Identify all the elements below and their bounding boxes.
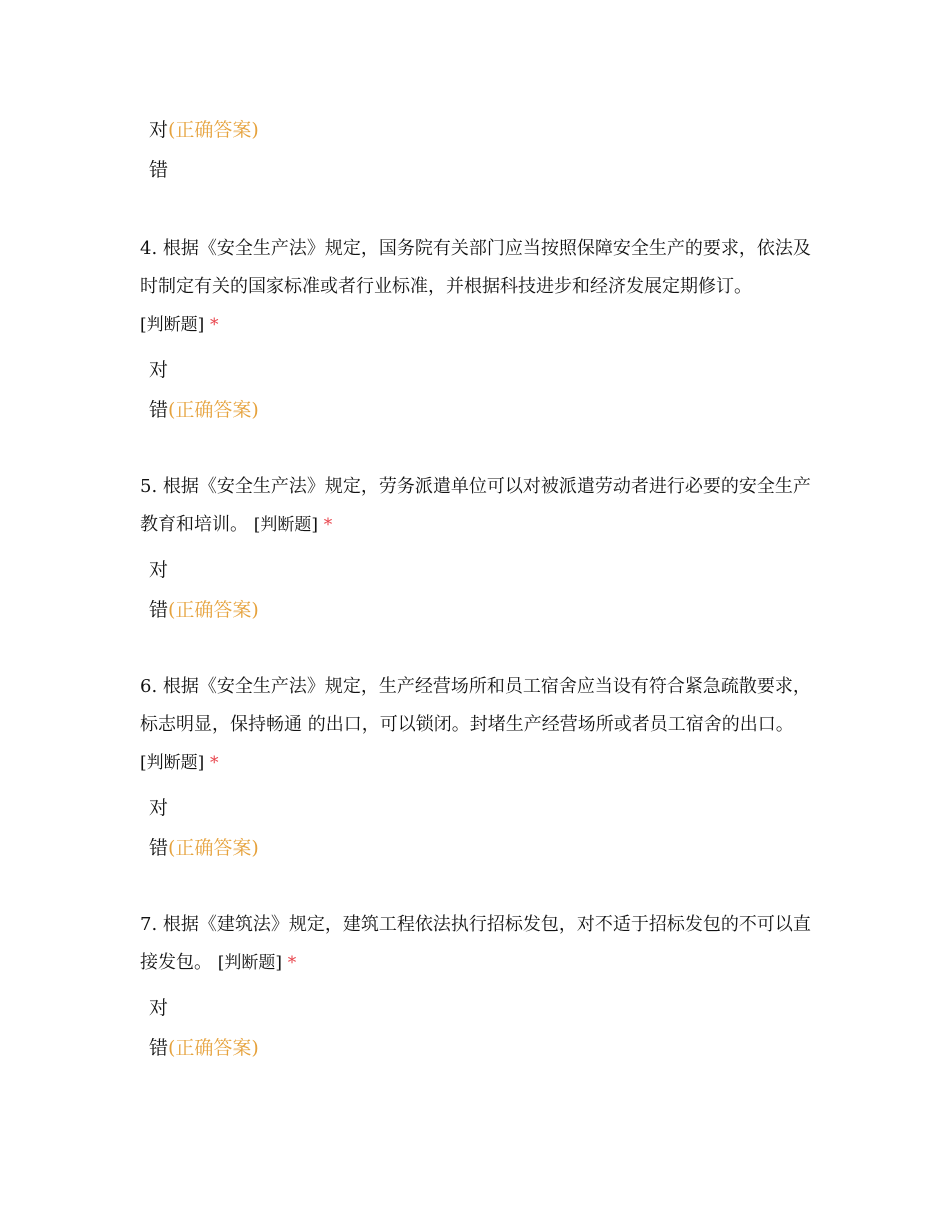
question-5	[140, 468, 820, 638]
question-body: 根据《建筑法》规定，建筑工程依法执行招标发包，对不适于招标发包的不可以直接发包。	[140, 914, 811, 973]
option-label: 错	[149, 837, 169, 859]
option-false[interactable]	[149, 398, 820, 422]
question-body: 根据《安全生产法》规定，劳务派遣单位可以对被派遣劳动者进行必要的安全生产教育和培训。	[140, 476, 811, 535]
option-true[interactable]	[149, 358, 820, 382]
question-6	[140, 668, 820, 876]
required-mark: *	[323, 515, 333, 535]
option-label: 错	[149, 599, 169, 621]
question-type: [判断题]	[140, 753, 205, 773]
question-body: 根据《安全生产法》规定，生产经营场所和员工宿舍应当设有符合紧急疏散要求，标志明显，保持畅通 的出口，可以锁闭。封堵生产经营场所或者员工宿舍的出口。	[140, 676, 811, 735]
question-type: [判断题]	[253, 515, 318, 535]
required-mark: *	[210, 753, 219, 773]
option-label: 对	[149, 119, 169, 141]
option-label: 错	[149, 399, 169, 421]
question-text	[140, 468, 820, 544]
correct-answer-note: (正确答案)	[168, 119, 259, 141]
question-number: 7.	[140, 914, 158, 935]
question-text	[140, 906, 820, 982]
question-number: 5.	[140, 476, 158, 497]
option-label: 错	[149, 159, 169, 181]
question-number: 4.	[140, 238, 158, 259]
correct-answer-note: (正确答案)	[168, 399, 259, 421]
options-list	[149, 558, 820, 622]
option-true[interactable]	[149, 796, 820, 820]
option-false[interactable]	[149, 836, 820, 860]
question-text	[140, 230, 820, 344]
option-label: 错	[149, 1037, 169, 1059]
options-list	[149, 796, 820, 860]
option-true[interactable]	[149, 558, 820, 582]
option-false[interactable]	[149, 598, 820, 622]
option-false[interactable]	[149, 1036, 820, 1060]
correct-answer-note: (正确答案)	[168, 837, 259, 859]
question-body: 根据《安全生产法》规定，国务院有关部门应当按照保障安全生产的要求，依法及时制定有关的国家标准或者行业标准，并根据科技进步和经济发展定期修订。	[140, 238, 811, 297]
option-true[interactable]	[149, 996, 820, 1020]
question-number: 6.	[140, 676, 158, 697]
option-label: 对	[149, 359, 169, 381]
required-mark: *	[210, 315, 219, 335]
required-mark: *	[287, 953, 297, 973]
question-text	[140, 668, 820, 782]
previous-question-options	[149, 118, 259, 198]
question-7	[140, 906, 820, 1076]
options-list	[149, 358, 820, 422]
option-label: 对	[149, 559, 169, 581]
options-list	[149, 996, 820, 1060]
option-label: 对	[149, 997, 169, 1019]
question-type: [判断题]	[140, 315, 205, 335]
option-true[interactable]	[149, 118, 259, 142]
correct-answer-note: (正确答案)	[168, 599, 259, 621]
question-type: [判断题]	[217, 953, 282, 973]
correct-answer-note: (正确答案)	[168, 1037, 259, 1059]
option-label: 对	[149, 797, 169, 819]
option-false[interactable]	[149, 158, 259, 182]
question-4	[140, 230, 820, 438]
